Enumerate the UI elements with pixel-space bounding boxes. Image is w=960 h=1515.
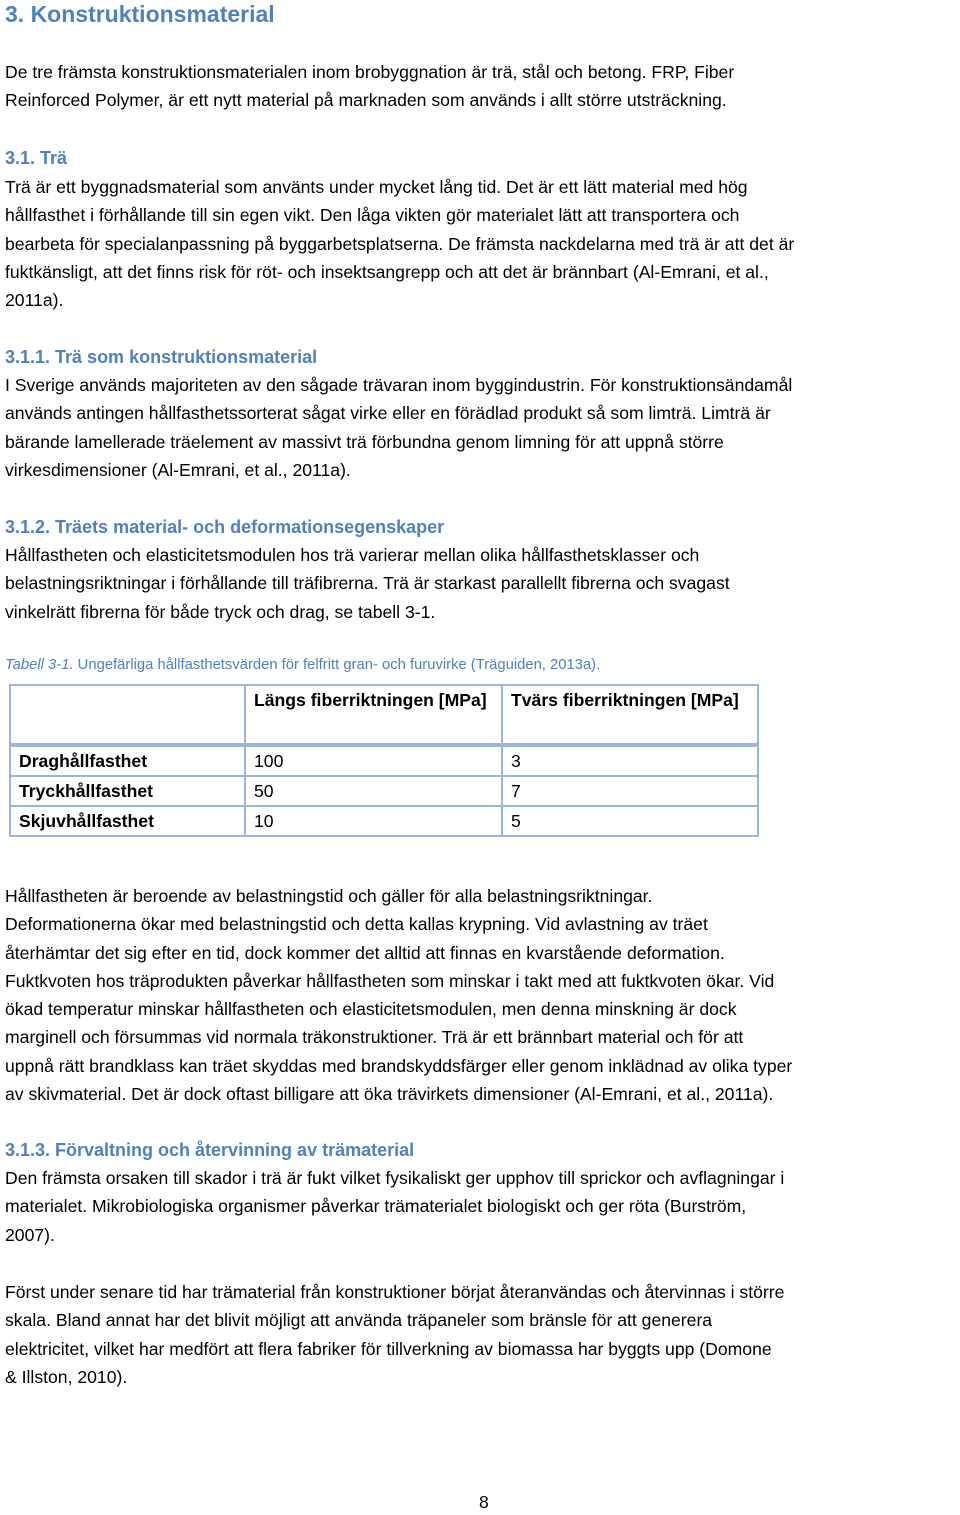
- text-line: 2007).: [5, 1224, 55, 1245]
- text-line: vinkelrätt fibrerna för både tryck och drag, se tabell 3-1.: [5, 601, 436, 622]
- text-line: används antingen hållfasthetssorterat sågat virke eller en förädlad produkt så som limträ. Limträ är: [5, 403, 771, 424]
- text-line: Hållfastheten är beroende av belastningstid och gäller för alla belastningsriktningar.: [5, 886, 653, 906]
- section-3-1-2-paragraph: [5, 541, 957, 626]
- text-line: Trä är ett byggnadsmaterial som använts under mycket lång tid. Det är ett lätt material med hög: [5, 177, 748, 197]
- text-line: Först under senare tid har trämaterial från konstruktioner börjat återanvändas och återvinnas i större: [5, 1282, 785, 1302]
- strength-table: [9, 684, 759, 837]
- table-cell: Skjuvhållfasthet: [10, 806, 245, 836]
- text-line: marginell och försummas vid normala träkonstruktioner. Trä är ett brännbart material och för att: [5, 1027, 744, 1048]
- text-line: virkesdimensioner (Al-Emrani, et al., 2011a).: [5, 459, 351, 480]
- text-line: bearbeta för specialanpassning på byggarbetsplatserna. De främsta nackdelarna med trä är att det är: [5, 233, 795, 254]
- text-line: fuktkänsligt, att det finns risk för röt- och insektsangrepp och att det är brännbart (Al-Emrani, et al.,: [5, 261, 769, 282]
- text-line: materialet. Mikrobiologiska organismer påverkar trämaterialet biologiskt och ger röta (Burström,: [5, 1196, 747, 1217]
- text-line: Fuktkvoten hos träprodukten påverkar hållfastheten som minskar i takt med att fuktkvoten ökar. Vid: [5, 970, 775, 991]
- text-line: & Illston, 2010).: [5, 1366, 128, 1387]
- intro-paragraph: [5, 58, 957, 115]
- table-header-row: [10, 685, 758, 745]
- table-caption-text: Ungefärliga hållfasthetsvärden för felfritt gran- och furuvirke (Träguiden, 2013a).: [73, 657, 601, 673]
- table-caption-label: Tabell 3-1.: [5, 657, 74, 673]
- section-3-1-paragraph: [5, 173, 957, 314]
- table-cell: 5: [502, 806, 758, 836]
- table-cell: Draghållfasthet: [10, 745, 245, 776]
- text-line: 2011a).: [5, 290, 64, 311]
- section-3-1-1-paragraph: [5, 371, 957, 484]
- text-line: bärande lamellerade träelement av massivt trä förbundna genom limning för att uppnå större: [5, 431, 724, 452]
- table-header-cell: Längs fiberriktningen [MPa]: [245, 685, 502, 745]
- table-cell: 7: [502, 776, 758, 806]
- table-cell: 3: [502, 745, 758, 776]
- text-line: ökad temperatur minskar hållfastheten och elasticitetsmodulen, men denna minskning är dock: [5, 999, 737, 1020]
- text-line: De tre främsta konstruktionsmaterialen inom brobyggnation är trä, stål och betong. FRP, Fiber: [5, 62, 735, 82]
- text-line: av skivmaterial. Det är dock oftast billigare att öka trävirkets dimensioner (Al-Emrani, et al., 2011a).: [5, 1084, 774, 1105]
- table-cell: 50: [245, 776, 502, 806]
- text-line: I Sverige används majoriteten av den sågade trävaran inom byggindustrin. För konstruktionsändamål: [5, 375, 793, 395]
- table-header-cell: Tvärs fiberriktningen [MPa]: [502, 685, 758, 745]
- section-heading-3-1-2: 3.1.2. Träets material- och deformationsegenskaper: [5, 517, 445, 537]
- section-heading-3-1: 3.1. Trä: [5, 148, 68, 168]
- text-line: Reinforced Polymer, är ett nytt material på marknaden som används i allt större utsträckning.: [5, 90, 727, 111]
- section-3-1-3-paragraph-2: [5, 1278, 957, 1391]
- table-row: [10, 745, 758, 776]
- page-number: 8: [479, 1492, 489, 1512]
- section-3-1-3-paragraph: [5, 1164, 957, 1249]
- text-line: Den främsta orsaken till skador i trä är fukt vilket fysikaliskt ger upphov till sprickor och avflagningar i: [5, 1168, 785, 1188]
- section-heading-3-1-3: 3.1.3. Förvaltning och återvinning av trämaterial: [5, 1140, 415, 1160]
- table-cell: 10: [245, 806, 502, 836]
- text-line: skala. Bland annat har det blivit möjligt att använda träpaneler som bränsle för att generera: [5, 1310, 713, 1331]
- text-line: Hållfastheten och elasticitetsmodulen hos trä varierar mellan olika hållfasthetsklasser och: [5, 545, 700, 565]
- text-line: Deformationerna ökar med belastningstid och detta kallas krypning. Vid avlastning av träet: [5, 914, 708, 935]
- table-cell: 100: [245, 745, 502, 776]
- section-heading-3-1-1: 3.1.1. Trä som konstruktionsmaterial: [5, 347, 318, 367]
- chapter-heading: 3. Konstruktionsmaterial: [5, 1, 275, 27]
- table-cell: Tryckhållfasthet: [10, 776, 245, 806]
- text-line: elektricitet, vilket har medfört att flera fabriker för tillverkning av biomassa har byggts upp (Domone: [5, 1338, 772, 1359]
- table-row: [10, 806, 758, 836]
- after-table-paragraph: [5, 882, 957, 1108]
- table-caption: [5, 657, 600, 673]
- table-row: [10, 776, 758, 806]
- text-line: uppnå rätt brandklass kan träet skyddas med brandskyddsfärger eller genom inklädnad av olika typer: [5, 1055, 793, 1076]
- text-line: återhämtar det sig efter en tid, dock kommer det alltid att finnas en kvarstående deformation.: [5, 942, 725, 963]
- table-header-cell: [10, 685, 245, 745]
- text-line: hållfasthet i förhållande till sin egen vikt. Den låga vikten gör materialet lätt att transportera och: [5, 205, 740, 226]
- text-line: belastningsriktningar i förhållande till träfibrerna. Trä är starkast parallellt fibrerna och svagast: [5, 573, 730, 594]
